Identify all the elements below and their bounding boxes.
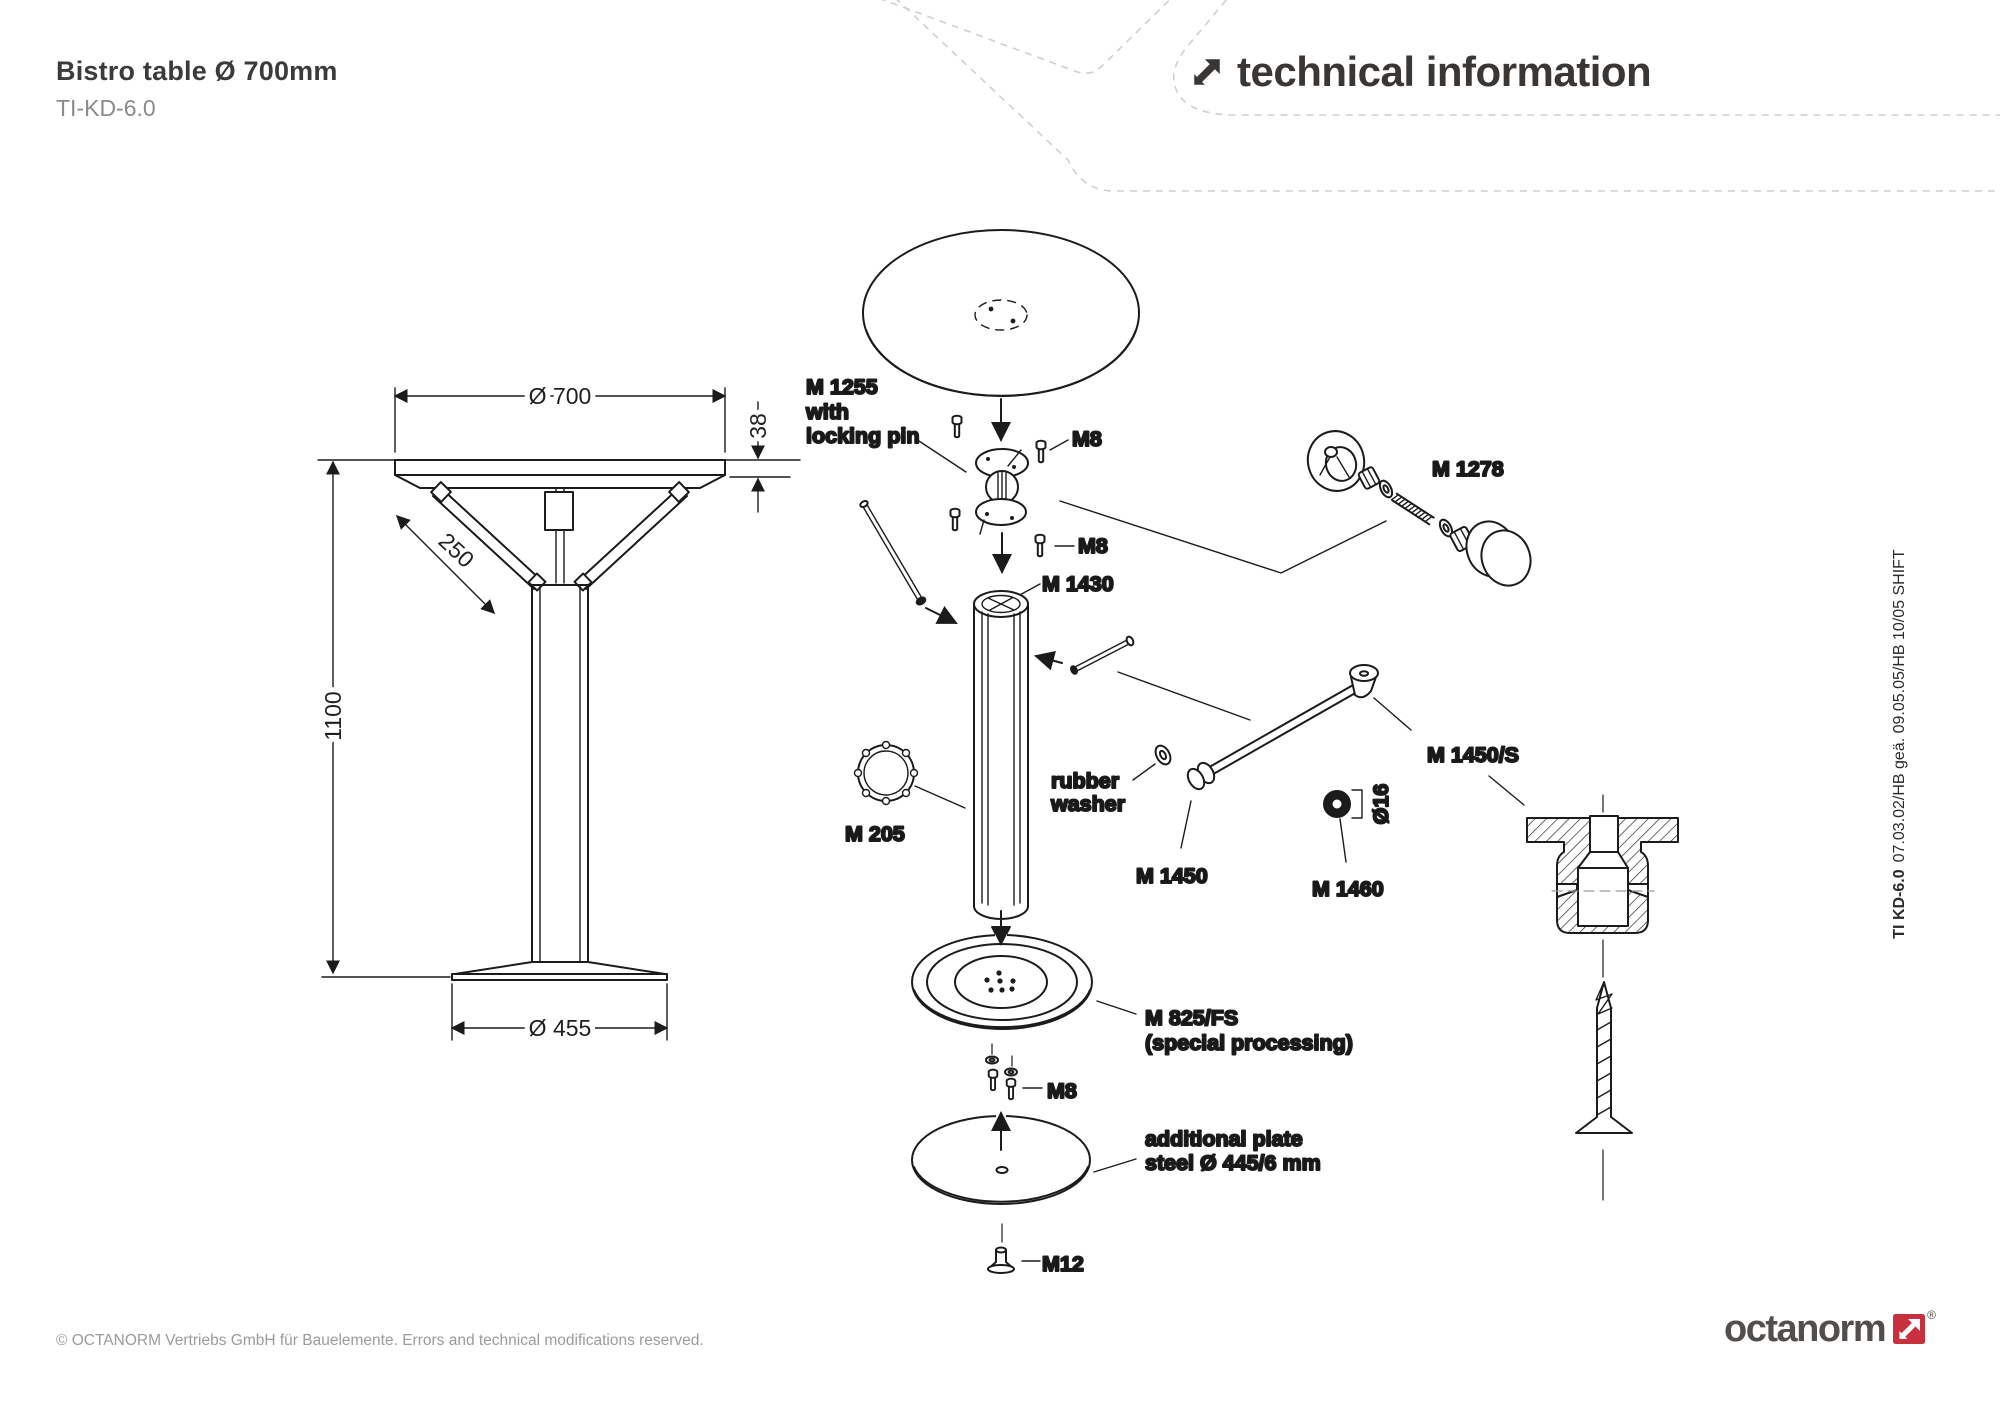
label-m205: M 205 — [845, 822, 905, 846]
t-nut-section — [1527, 795, 1678, 977]
revision-note: TI KD-6.007.03.02/HB geä. 09.05.05/HB 10/05 SHIFT — [1891, 549, 1908, 939]
label-m1278: M 1278 — [1432, 457, 1504, 481]
label-m1450: M 1450 — [1136, 864, 1208, 888]
dim-height-value: 1100 — [320, 691, 346, 741]
strut-m1450s — [1184, 665, 1378, 792]
label-additional-plate: additional plate — [1145, 1127, 1303, 1151]
ne-arrow-icon — [1190, 55, 1224, 89]
svg-text:steel Ø 445/6 mm: steel Ø 445/6 mm — [1145, 1151, 1321, 1175]
brand-arrow-icon — [1893, 1314, 1925, 1344]
dim-top-thickness-value: 38 — [745, 413, 771, 439]
section-heading — [1190, 48, 1651, 96]
label-m1430: M 1430 — [1042, 572, 1114, 596]
exploded-view — [805, 230, 1678, 1276]
wood-screw — [1576, 982, 1632, 1200]
label-m825: M 825/FS — [1145, 1006, 1239, 1030]
label-m12: M12 — [1042, 1252, 1084, 1276]
doc-code: TI-KD-6.0 — [56, 95, 156, 122]
locking-rod-left — [859, 500, 926, 606]
label-m8-top: M8 — [1072, 427, 1102, 451]
label-m8-lower: M8 — [1047, 1079, 1077, 1103]
label-dia16: Ø16 — [1369, 783, 1393, 825]
side-view-drawing — [318, 383, 800, 1041]
rod-arrow-right — [1036, 656, 1062, 663]
label-rubber-washer: rubber — [1051, 769, 1120, 793]
label-m1450s: M 1450/S — [1427, 743, 1520, 767]
rod-arrow-left — [926, 608, 956, 623]
grommet-m1460 — [1324, 790, 1362, 818]
rubber-washer-part — [1153, 743, 1174, 767]
label-m1255: M 1255 — [806, 375, 878, 399]
svg-text:locking pin: locking pin — [806, 424, 920, 448]
registered-mark: ® — [1927, 1308, 1936, 1322]
dim-base-diameter-value: Ø 455 — [528, 1015, 592, 1041]
page-title: Bistro table Ø 700mm — [56, 56, 338, 86]
copyright-note: © OCTANORM Vertriebs GmbH für Bauelemente. Errors and technical modifications reserved. — [56, 1332, 704, 1349]
base-fasteners — [986, 1044, 1017, 1099]
profile-ring-m205 — [855, 742, 918, 805]
section-title: technical information — [1237, 48, 1652, 95]
dim-strut-length — [397, 516, 494, 613]
dim-top-diameter-value: Ø 700 — [528, 383, 592, 409]
svg-text:with: with — [806, 400, 849, 424]
part-labels — [805, 375, 1519, 1276]
column-tube-m1430 — [974, 591, 1028, 919]
caster-assembly-m1278 — [1301, 425, 1538, 593]
title-block — [56, 56, 338, 121]
connector-m1255 — [951, 416, 1046, 557]
m12-screw — [988, 1224, 1014, 1273]
table-top-exploded — [863, 230, 1139, 396]
label-m1460: M 1460 — [1312, 877, 1384, 901]
brand-wordmark: octanorm — [1724, 1308, 1886, 1350]
locking-rod-right — [1070, 636, 1135, 675]
svg-text:(special processing): (special processing) — [1145, 1031, 1353, 1055]
label-m8-mid: M8 — [1078, 534, 1108, 558]
brand-logo — [1724, 1310, 1936, 1348]
dim-strut-length-value: 250 — [433, 527, 480, 573]
svg-text:washer: washer — [1051, 792, 1126, 816]
